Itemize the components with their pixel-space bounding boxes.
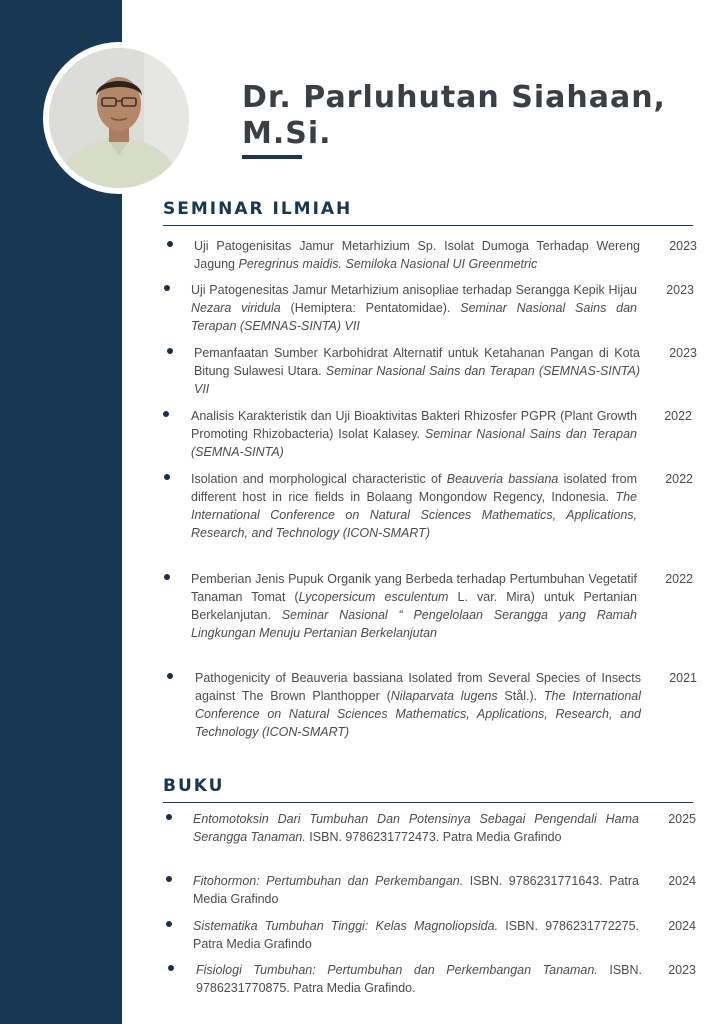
bullet-icon [164,285,170,291]
bullet-icon [166,876,172,882]
entry-text: Uji Patogenesitas Jamur Metarhizium anisopliae terhadap Serangga Kepik Hijau Nezara viridula (Hemiptera: Pentatomidae). Seminar Nasional Sains dan Terapan (SEMNAS-SINTA) VII [191,283,637,333]
entry-year: 2024 [668,874,696,888]
entry-text: Isolation and morphological characteristic of Beauveria bassiana isolated from different host in rice fields in Bolaang Mongondow Regency, Indonesia. The International Conference on Natural Sciences Mathematics, Applications, Research, and Technology (ICON-SMART) [191,472,638,540]
entry-year: 2024 [668,919,696,933]
bullet-icon [164,574,170,580]
entry-text: Fitohormon: Pertumbuhan dan Perkembangan. ISBN. 9786231771643. Patra Media Grafindo [193,874,639,906]
entry-year: 2022 [664,409,692,423]
entry-year: 2021 [669,671,697,685]
entry-year: 2023 [669,346,697,360]
entry-text: Fisiologi Tumbuhan: Pertumbuhan dan Perkembangan Tanaman. ISBN. 9786231770875. Patra Media Grafindo. [196,963,642,995]
entry-text: Pemberian Jenis Pupuk Organik yang Berbeda terhadap Pertumbuhan Vegetatif Tanaman Tomat (Lycopersicum esculentum L. var. Mira) untuk Pertanian Berkelanjutan. Seminar Nasional “ Pengelolaan Serangga yang Ramah Lingkungan Menuju Pertanian Berkelanjutan [191,572,637,640]
person-name [242,80,682,152]
entry-text: Pathogenicity of Beauveria bassiana Isolated from Several Species of Insects against The Brown Planthopper (Nilaparvata lugens Stål.). The International Conference on Natural Sciences Mathematics, Applications, Research, and Technology (ICON-SMART) [195,671,642,739]
bullet-icon [167,348,173,354]
person-portrait-icon [49,48,189,188]
bullet-icon [167,673,173,679]
name-line-1: Dr. Parluhutan Siahaan, [242,80,666,115]
profile-photo [49,48,189,188]
name-underline [242,155,302,159]
bullet-icon [168,965,174,971]
bullet-icon [163,411,169,417]
entry-year: 2022 [665,572,693,586]
section-title-seminar: SEMINAR ILMIAH [163,199,353,219]
entry-year: 2023 [669,239,697,253]
entry-text: Sistematika Tumbuhan Tinggi: Kelas Magnoliopsida. ISBN. 9786231772275. Patra Media Grafindo [193,919,639,951]
entry-year: 2022 [665,472,693,486]
entry-text: Entomotoksin Dari Tumbuhan Dan Potensinya Sebagai Pengendali Hama Serangga Tanaman. ISBN. 9786231772473. Patra Media Grafindo [193,812,639,844]
entry-year: 2023 [668,963,696,977]
bullet-icon [166,921,172,927]
section-divider-buku [163,802,693,803]
section-title-buku: BUKU [163,776,225,796]
entry-text: Analisis Karakteristik dan Uji Bioaktivitas Bakteri Rhizosfer PGPR (Plant Growth Promoting Rhizobacteria) Isolat Kalasey. Seminar Nasional Sains dan Terapan (SEMNA-SINTA) [191,409,637,459]
entry-year: 2023 [666,283,694,297]
entry-text: Uji Patogenisitas Jamur Metarhizium Sp. Isolat Dumoga Terhadap Wereng Jagung Peregrinus maidis. Semiloka Nasional UI Greenmetric [194,239,640,271]
bullet-icon [164,474,170,480]
entry-text: Pemanfaatan Sumber Karbohidrat Alternatif untuk Ketahanan Pangan di Kota Bitung Sulawesi Utara. Seminar Nasional Sains dan Terapan (SEMNAS-SINTA) VII [194,346,640,396]
name-line-2: M.Si. [242,116,332,151]
section-divider-seminar [163,225,693,226]
entry-year: 2025 [668,812,696,826]
bullet-icon [166,814,172,820]
profile-photo-frame [43,42,195,194]
bullet-icon [167,241,173,247]
